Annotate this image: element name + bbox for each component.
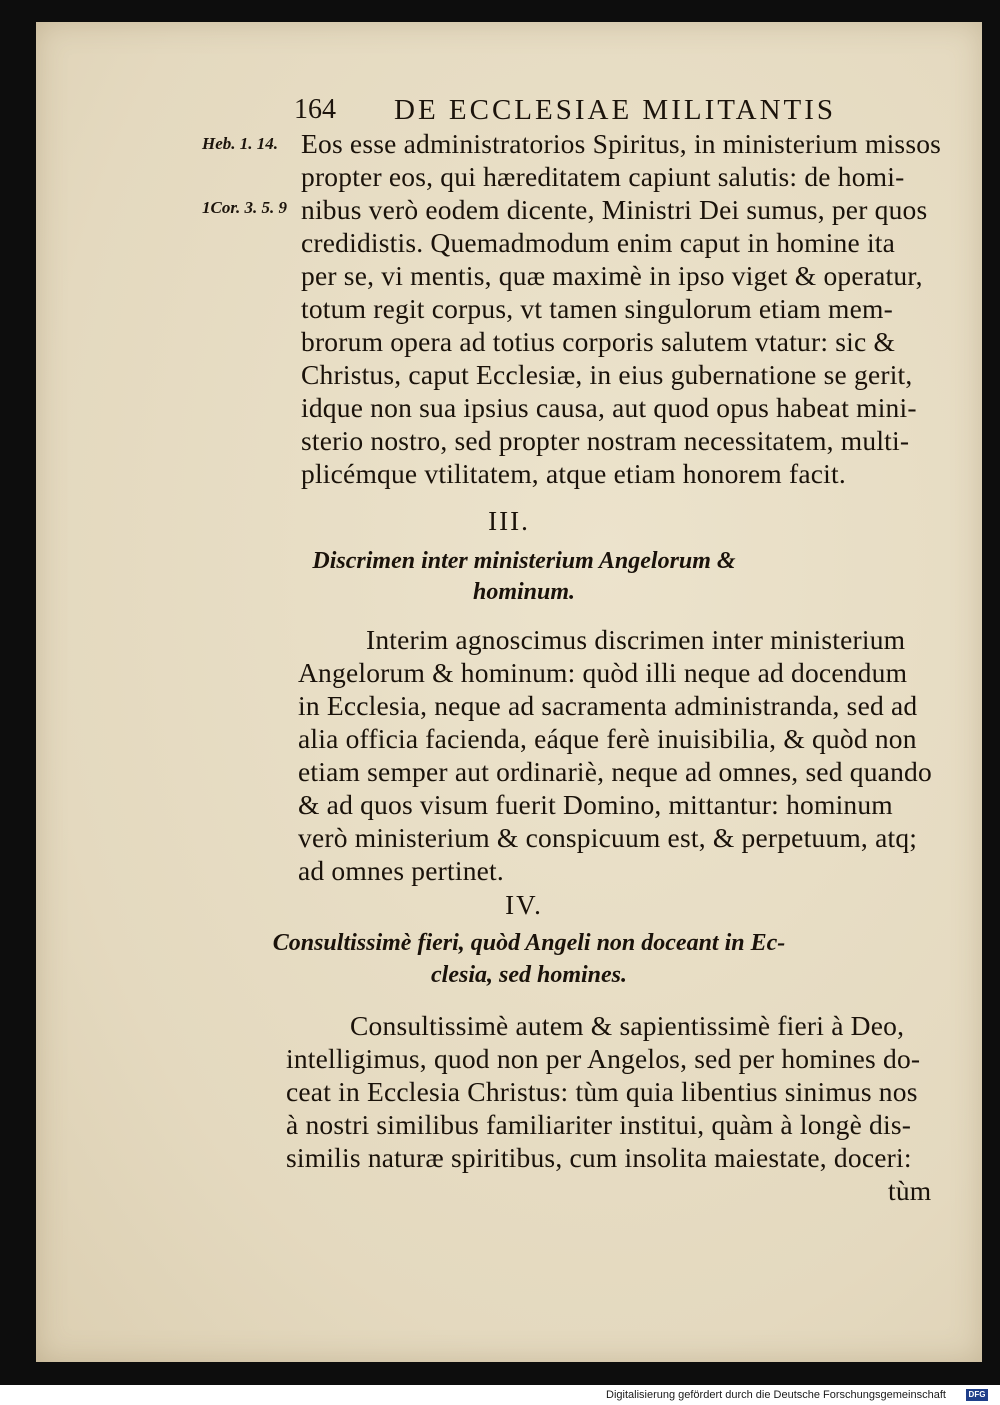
text-line: ceat in Ecclesia Christus: tùm quia libentius sinimus nos	[286, 1076, 918, 1107]
text-line: in Ecclesia, neque ad sacramenta administranda, sed ad	[298, 690, 918, 721]
text-line: alia officia facienda, eáque ferè inuisibilia, & quòd non	[298, 723, 917, 754]
text-line: Consultissimè autem & sapientissimè fieri à Deo,	[350, 1010, 905, 1041]
text-line: à nostri similibus familiariter institui, quàm à longè dis-	[286, 1109, 912, 1140]
text-line: Eos esse administratorios Spiritus, in ministerium missos	[301, 128, 942, 159]
text-line: similis naturæ spiritibus, cum insolita maiestate, doceri:	[286, 1142, 912, 1173]
text-line: ad omnes pertinet.	[298, 855, 504, 886]
section-number-4: IV.	[505, 890, 543, 920]
text-line: totum regit corpus, vt tamen singulorum etiam mem-	[301, 293, 893, 324]
text-line: per se, vi mentis, quæ maximè in ipso viget & operatur,	[301, 260, 923, 291]
text-line: Interim agnoscimus discrimen inter ministerium	[366, 624, 906, 655]
margin-note-cor: 1Cor. 3. 5. 9	[202, 198, 288, 217]
text-line: propter eos, qui hæreditatem capiunt salutis: de homi-	[301, 161, 905, 192]
text-line: & ad quos visum fuerit Domino, mittantur: hominum	[298, 789, 893, 820]
section-title-4-line-2: clesia, sed homines.	[431, 962, 627, 988]
text-line: sterio nostro, sed propter nostram necessitatem, multi-	[301, 425, 910, 456]
text-line: plicémque vtilitatem, atque etiam honorem facit.	[301, 458, 846, 489]
text-line: Christus, caput Ecclesiæ, in eius gubernatione se gerit,	[301, 359, 913, 390]
section-title-3-line-1: Discrimen inter ministerium Angelorum &	[312, 548, 736, 574]
text-line: nibus verò eodem dicente, Ministri Dei sumus, per quos	[301, 194, 928, 225]
text-line: intelligimus, quod non per Angelos, sed per homines do-	[286, 1043, 921, 1074]
running-head: DE ECCLESIAE MILITANTIS	[394, 94, 837, 126]
book-page	[36, 22, 982, 1362]
text-line: etiam semper aut ordinariè, neque ad omnes, sed quando	[298, 756, 932, 787]
text-line: idque non sua ipsius causa, aut quod opus habeat mini-	[301, 392, 917, 423]
text-line: verò ministerium & conspicuum est, & perpetuum, atq;	[298, 822, 918, 853]
text-line: credidistis. Quemadmodum enim caput in homine ita	[301, 227, 896, 258]
text-line: brorum opera ad totius corporis salutem vtatur: sic &	[301, 326, 896, 357]
dfg-logo: DFG	[966, 1389, 988, 1401]
section-title-4-line-1: Consultissimè fieri, quòd Angeli non doceant in Ec-	[272, 930, 786, 956]
page-number: 164	[294, 94, 336, 125]
catchword: tùm	[888, 1175, 932, 1206]
section-title-3-line-2: hominum.	[472, 579, 576, 605]
margin-note-heb: Heb. 1. 14.	[202, 134, 279, 153]
digitization-credit: Digitalisierung gefördert durch die Deutsche Forschungsgemeinschaft	[606, 1389, 946, 1401]
section-number-3: III.	[488, 506, 530, 536]
text-line: Angelorum & hominum: quòd illi neque ad docendum	[298, 657, 908, 688]
